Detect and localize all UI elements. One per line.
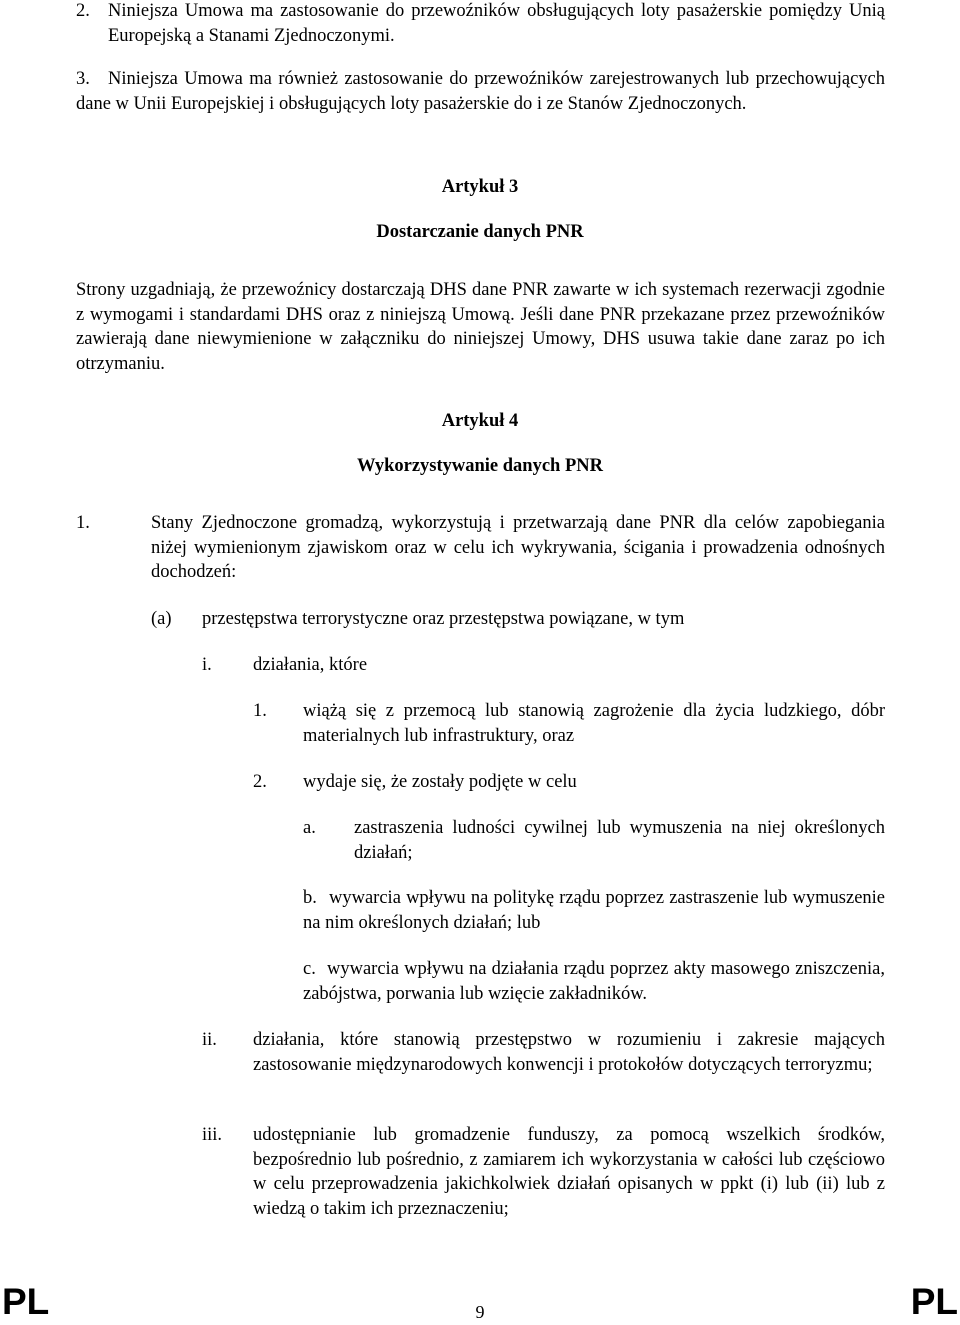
letter-label: c. — [303, 959, 316, 979]
letter-text — [303, 886, 885, 935]
item-number: 2. — [253, 772, 267, 792]
article-title: Dostarczanie danych PNR — [376, 222, 584, 242]
letter-text: wywarcia wpływu na działania rządu poprzez akty masowego zniszczenia, zabójstwa, porwania lub wzięcie zakładników. — [303, 959, 885, 1004]
article-paragraph: Strony uzgadniają, że przewoźnicy dostarczają DHS dane PNR zawarte w ich systemach rezerwacji zgodnie z wymogami i standardami DHS oraz z niniejszą Umową. Jeśli dane PNR przekazane przez przewoźników zawierają dane niewymienione w załączniku do niniejszej Umowy, DHS usuwa takie dane zaraz po ich otrzymaniu. — [76, 280, 885, 374]
language-code-right: PL — [910, 1281, 958, 1322]
page-number: 9 — [475, 1302, 485, 1322]
intro-item-text: Niniejsza Umowa ma również zastosowanie do przewoźników zarejestrowanych lub przechowujących dane w Unii Europejskiej i obsługujących loty pasażerskie do i ze Stanów Zjednoczonych. — [76, 69, 885, 114]
subpoint-text: działania, które — [253, 655, 368, 675]
letter-label: b. — [303, 888, 317, 908]
subpoint-label: ii. — [202, 1030, 217, 1050]
letter-label: a. — [303, 818, 316, 838]
subpoint-label: iii. — [202, 1125, 223, 1145]
letter-text-content: wywarcia wpływu na politykę rządu poprzez zastraszenie lub wymuszenie na nim określonych działań; lub — [303, 888, 885, 933]
paragraph-number: 1. — [76, 513, 90, 533]
item-number: 3. — [76, 69, 90, 89]
article-heading: Artykuł 4 — [441, 411, 519, 431]
subpoint-text: działania, które stanowią przestępstwo w rozumieniu i zakresie mających zastosowanie międzynarodowych konwencji i protokołów dotyczących terroryzmu; — [253, 1030, 885, 1075]
paragraph-text: Stany Zjednoczone gromadzą, wykorzystują i przetwarzają dane PNR dla celów zapobiegania niżej wymienionym zjawiskom oraz w celu ich wykrywania, ścigania i prowadzenia odnośnych dochodzeń: — [151, 513, 885, 582]
item-number: 1. — [253, 701, 267, 721]
letter-text: zastraszenia ludności cywilnej lub wymuszenia na niej określonych działań; — [354, 818, 885, 863]
article-title: Wykorzystywanie danych PNR — [357, 456, 603, 476]
item-text: wiążą się z przemocą lub stanowią zagrożenie dla życia ludzkiego, dóbr materialnych lub infrastruktury, oraz — [303, 701, 885, 746]
article-heading: Artykuł 3 — [441, 177, 519, 197]
point-text: przestępstwa terrorystyczne oraz przestępstwa powiązane, w tym — [202, 609, 685, 629]
subpoint-text: udostępnianie lub gromadzenie funduszy, za pomocą wszelkich środków, bezpośrednio lub pośrednio, z zamiarem ich wykorzystania w całości lub częściowo w celu przeprowadzenia jakichkolwiek działań opisanych w ppkt (i) lub (ii) lub z wiedzą o takim ich przeznaczeniu; — [253, 1125, 885, 1219]
point-label: (a) — [151, 609, 172, 629]
item-text: wydaje się, że zostały podjęte w celu — [303, 772, 577, 792]
language-code-left: PL — [2, 1281, 50, 1322]
intro-item-text: Niniejsza Umowa ma zastosowanie do przewoźników obsługujących loty pasażerskie pomiędzy Unią Europejską a Stanami Zjednoczonymi. — [108, 1, 885, 46]
subpoint-label: i. — [202, 655, 212, 675]
item-number: 2. — [76, 1, 90, 21]
